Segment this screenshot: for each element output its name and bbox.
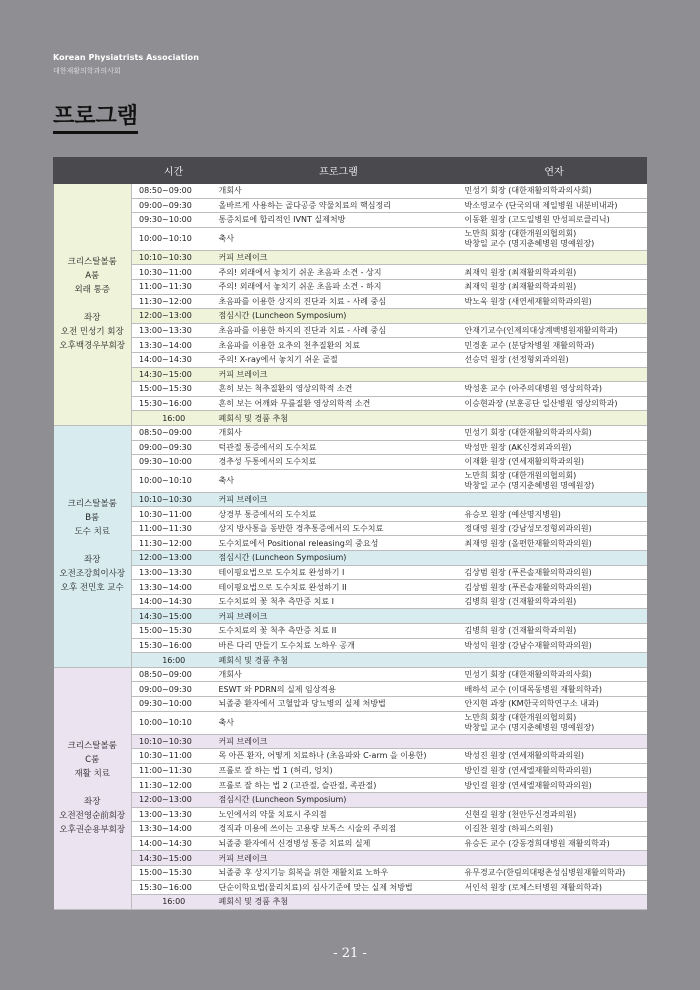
- table-row: [54, 807, 647, 822]
- speaker-name: 이재환 원장 (연세재활의학과의원): [464, 457, 585, 467]
- program-cell: 경추성 두통에서의 도수치료: [216, 455, 462, 470]
- speaker-cell: [462, 734, 647, 749]
- time-cell: 14:30~15:00: [132, 367, 216, 382]
- program-cell: 단순이학요법(물리치료)의 심사기준에 맞는 실제 처방법: [216, 880, 462, 895]
- time-cell: 11:00~11:30: [132, 279, 216, 294]
- table-row: [54, 294, 647, 309]
- time-cell: 14:00~14:30: [132, 352, 216, 367]
- time-cell: 15:30~16:00: [132, 638, 216, 653]
- break-row: [54, 609, 647, 624]
- program-cell: 도수치료에서 Positional releasing의 중요성: [216, 536, 462, 551]
- speaker-cell: [462, 396, 647, 411]
- time-cell: 13:30~14:00: [132, 580, 216, 595]
- time-cell: 09:30~10:00: [132, 213, 216, 228]
- program-cell: 폐회식 및 경품 추첨: [216, 411, 462, 426]
- program-cell: 커피 브레이크: [216, 367, 462, 382]
- speaker-name: 박소영교수 (단국의대 제일병원 내분비내과): [464, 200, 618, 210]
- time-cell: 09:00~09:30: [132, 198, 216, 213]
- room-line: [57, 539, 129, 553]
- org-name-english: Korean Physiatrists Association: [53, 53, 200, 62]
- room-cell: [54, 425, 132, 667]
- speaker-name: 이길찬 원장 (하피스의원): [464, 824, 554, 834]
- program-cell: 뇌졸중 환자에서 고혈압과 당뇨병의 실제 처방법: [216, 697, 462, 712]
- table-row: [54, 536, 647, 551]
- speaker-cell: [462, 653, 647, 668]
- program-cell: 주의! 외래에서 놓치기 쉬운 초음파 소견 - 상지: [216, 265, 462, 280]
- program-cell: 턱관절 통증에서의 도수치료: [216, 440, 462, 455]
- room-line: 좌장: [84, 797, 101, 808]
- room-line: C룸: [85, 755, 100, 766]
- speaker-name: 안재기교수(인제의대상계백병원재활의학과): [464, 326, 618, 336]
- program-cell: 개회사: [216, 667, 462, 682]
- program-cell: 초음파를 이용한 하지의 진단과 치료 - 사례 중심: [216, 323, 462, 338]
- time-cell: 11:30~12:00: [132, 778, 216, 793]
- program-cell: 커피 브레이크: [216, 734, 462, 749]
- speaker-cell: [462, 749, 647, 764]
- time-cell: 10:00~10:10: [132, 711, 216, 734]
- speaker-cell: [462, 469, 647, 492]
- time-cell: 16:00: [132, 411, 216, 426]
- speaker-name: 박창일 교수 (명지춘혜병원 명예원장): [464, 238, 595, 248]
- time-cell: 09:30~10:00: [132, 697, 216, 712]
- table-row: [54, 682, 647, 697]
- speaker-name: 최재영 원장 (올편한재활의학과의원): [464, 538, 592, 548]
- speaker-name: 민경훈 교수 (분당차병원 재활의학과): [464, 340, 595, 350]
- time-cell: 13:00~13:30: [132, 323, 216, 338]
- closing-row: [54, 895, 647, 910]
- time-cell: 10:00~10:10: [132, 469, 216, 492]
- program-cell: 도수치료의 꽃 척추 측만증 치료 I: [216, 594, 462, 609]
- speaker-cell: [462, 822, 647, 837]
- speaker-cell: [462, 309, 647, 324]
- room-line: A룸: [85, 271, 100, 282]
- table-row: [54, 880, 647, 895]
- speaker-cell: [462, 711, 647, 734]
- speaker-name: 김상범 원장 (푸른솔재활의학과의원): [464, 582, 592, 592]
- time-cell: 16:00: [132, 653, 216, 668]
- time-cell: 13:30~14:00: [132, 822, 216, 837]
- speaker-cell: [462, 198, 647, 213]
- speaker-cell: [462, 565, 647, 580]
- speaker-cell: [462, 865, 647, 880]
- speaker-cell: [462, 507, 647, 522]
- speaker-name: 유무경교수(한림의대평촌성심병원재활의학과): [464, 868, 626, 878]
- room-line: 오전전영순前회장: [59, 811, 126, 822]
- speaker-cell: [462, 455, 647, 470]
- program-cell: 폐회식 및 경품 추첨: [216, 895, 462, 910]
- table-row: [54, 338, 647, 353]
- time-cell: 13:00~13:30: [132, 565, 216, 580]
- speaker-cell: [462, 580, 647, 595]
- table-row: [54, 580, 647, 595]
- speaker-name: 노만희 회장 (대한개원의협의회): [464, 228, 577, 238]
- table-row: [54, 836, 647, 851]
- table-row: [54, 213, 647, 228]
- speaker-name: 신현길 원장 (천안두신경과의원): [464, 809, 577, 819]
- break-row: [54, 851, 647, 866]
- speaker-name: 방인걸 원장 (연세엘재활의학과의원): [464, 766, 592, 776]
- page-number: - 21 -: [333, 946, 367, 961]
- program-cell: 흔히 보는 척추질환의 영상의학적 소견: [216, 382, 462, 397]
- speaker-name: 김상범 원장 (푸른솔재활의학과의원): [464, 567, 592, 577]
- speaker-cell: [462, 294, 647, 309]
- speaker-name: 정대영 원장 (강남성모정형외과의원): [464, 524, 592, 534]
- speaker-cell: [462, 609, 647, 624]
- table-row: [54, 184, 647, 199]
- table-row: [54, 638, 647, 653]
- org-name-korean: 대한재활의학과의사회: [53, 67, 121, 75]
- program-cell: 축사: [216, 227, 462, 250]
- table-row: [54, 594, 647, 609]
- speaker-cell: [462, 279, 647, 294]
- room-line: 크리스탈볼룸: [67, 257, 117, 268]
- page-title: 프로그램: [53, 104, 138, 134]
- table-row: [54, 749, 647, 764]
- speaker-name: 배하석 교수 (이대목동병원 재활의학과): [464, 684, 603, 694]
- table-row: [54, 697, 647, 712]
- program-cell: 올바르게 사용하는 골다공증 약물치료의 핵심정리: [216, 198, 462, 213]
- break-row: [54, 551, 647, 566]
- time-cell: 10:30~11:00: [132, 749, 216, 764]
- speaker-cell: [462, 213, 647, 228]
- program-cell: 개회사: [216, 184, 462, 199]
- program-cell: 목 아픈 환자, 어떻게 치료하나 (초음파와 C-arm 을 이용한): [216, 749, 462, 764]
- speaker-cell: [462, 763, 647, 778]
- time-cell: 11:00~11:30: [132, 763, 216, 778]
- program-cell: 도수치료의 꽃 척추 측만증 치료 II: [216, 624, 462, 639]
- speaker-name: 안지현 과장 (KM한국의학연구소 내과): [464, 699, 599, 709]
- room-line: 오후 전민호 교수: [60, 583, 124, 594]
- table-row: [54, 227, 647, 250]
- room-cell: [54, 667, 132, 909]
- time-cell: 11:30~12:00: [132, 536, 216, 551]
- table-row: [54, 265, 647, 280]
- time-cell: 08:50~09:00: [132, 425, 216, 440]
- time-cell: 08:50~09:00: [132, 667, 216, 682]
- room-cell: [54, 184, 132, 426]
- time-cell: 15:00~15:30: [132, 624, 216, 639]
- speaker-cell: [462, 880, 647, 895]
- speaker-cell: [462, 682, 647, 697]
- speaker-cell: [462, 807, 647, 822]
- time-cell: 11:00~11:30: [132, 521, 216, 536]
- speaker-cell: [462, 250, 647, 265]
- program-cell: 흔히 보는 어깨와 무릎질환 영상의학적 소견: [216, 396, 462, 411]
- program-table-body: [54, 184, 647, 910]
- table-row: [54, 469, 647, 492]
- speaker-name: 노만희 회장 (대한개원의협의회): [464, 712, 577, 722]
- program-cell: 축사: [216, 711, 462, 734]
- program-table-container: [53, 157, 646, 910]
- time-cell: 12:00~13:00: [132, 792, 216, 807]
- speaker-cell: [462, 792, 647, 807]
- time-cell: 14:00~14:30: [132, 836, 216, 851]
- table-row: [54, 778, 647, 793]
- header-speaker: 연자: [462, 158, 647, 184]
- speaker-name: 이동환 원장 (고도일병원 만성피로클리닉): [464, 215, 610, 225]
- speaker-cell: [462, 367, 647, 382]
- room-line: 오전조강희이사장: [59, 569, 126, 580]
- speaker-cell: [462, 440, 647, 455]
- program-cell: 점심시간 (Luncheon Symposium): [216, 309, 462, 324]
- time-cell: 12:00~13:00: [132, 551, 216, 566]
- room-line: [57, 781, 129, 795]
- time-cell: 10:10~10:30: [132, 250, 216, 265]
- speaker-cell: [462, 352, 647, 367]
- program-cell: 주의! X-ray에서 놓치기 쉬운 골절: [216, 352, 462, 367]
- room-line: 오후권순용부회장: [59, 825, 126, 836]
- speaker-cell: [462, 697, 647, 712]
- speaker-name: 박성진 원장 (연세재활의학과의원): [464, 751, 585, 761]
- speaker-name: 노만희 회장 (대한개원의협의회): [464, 470, 577, 480]
- program-cell: 커피 브레이크: [216, 250, 462, 265]
- time-cell: 09:30~10:00: [132, 455, 216, 470]
- program-cell: 뇌졸중 환자에서 신경병성 통증 치료의 실제: [216, 836, 462, 851]
- speaker-name: 선승덕 원장 (선정형외과의원): [464, 355, 569, 365]
- break-row: [54, 492, 647, 507]
- room-line: 좌장: [84, 313, 101, 324]
- speaker-name: 서인석 원장 (로체스터병원 재활의학과): [464, 882, 603, 892]
- speaker-name: 박창일 교수 (명지춘혜병원 명예원장): [464, 722, 595, 732]
- table-row: [54, 865, 647, 880]
- speaker-cell: [462, 227, 647, 250]
- program-cell: 뇌졸중 후 상지기능 회복을 위한 재활치료 노하우: [216, 865, 462, 880]
- table-row: [54, 198, 647, 213]
- speaker-cell: [462, 895, 647, 910]
- room-line: 크리스탈볼룸: [67, 741, 117, 752]
- time-cell: 13:00~13:30: [132, 807, 216, 822]
- table-row: [54, 382, 647, 397]
- time-cell: 08:50~09:00: [132, 184, 216, 199]
- speaker-name: 박창일 교수 (명지춘혜병원 명예원장): [464, 480, 595, 490]
- speaker-cell: [462, 521, 647, 536]
- speaker-cell: [462, 492, 647, 507]
- program-cell: 축사: [216, 469, 462, 492]
- program-cell: 초음파를 이용한 상지의 진단과 치료 - 사례 중심: [216, 294, 462, 309]
- room-line: 재활 치료: [74, 769, 111, 780]
- speaker-name: 민성기 회장 (대한재활의학과의사회): [464, 186, 592, 196]
- speaker-cell: [462, 778, 647, 793]
- speaker-name: 박노욱 원장 (새연세재활의학과의원): [464, 296, 592, 306]
- program-cell: 바른 다리 만들기 도수치료 노하우 공개: [216, 638, 462, 653]
- table-row: [54, 279, 647, 294]
- break-row: [54, 367, 647, 382]
- speaker-cell: [462, 594, 647, 609]
- speaker-cell: [462, 624, 647, 639]
- speaker-name: 박성만 원장 (AK신경외과의원): [464, 442, 572, 452]
- table-row: [54, 521, 647, 536]
- room-line: [57, 297, 129, 311]
- room-line: B룸: [85, 513, 100, 524]
- time-cell: 10:30~11:00: [132, 507, 216, 522]
- time-cell: 16:00: [132, 895, 216, 910]
- speaker-cell: [462, 836, 647, 851]
- time-cell: 15:30~16:00: [132, 396, 216, 411]
- speaker-name: 유승모 원장 (예산명지병원): [464, 509, 561, 519]
- time-cell: 10:00~10:10: [132, 227, 216, 250]
- program-cell: ESWT 와 PDRN의 실제 임상적용: [216, 682, 462, 697]
- room-line: 외래 통증: [74, 285, 111, 296]
- header-time: 시간: [132, 158, 216, 184]
- speaker-cell: [462, 382, 647, 397]
- table-row: [54, 507, 647, 522]
- speaker-cell: [462, 551, 647, 566]
- program-cell: 점심시간 (Luncheon Symposium): [216, 792, 462, 807]
- time-cell: 13:30~14:00: [132, 338, 216, 353]
- program-cell: 테이핑요법으로 도수치료 완성하기 II: [216, 580, 462, 595]
- program-cell: 주의! 외래에서 놓치기 쉬운 초음파 소견 - 하지: [216, 279, 462, 294]
- program-cell: 경직과 미용에 쓰이는 고용량 보톡스 시술의 주의점: [216, 822, 462, 837]
- speaker-cell: [462, 667, 647, 682]
- room-line: 도수 치료: [74, 527, 111, 538]
- table-row: [54, 822, 647, 837]
- speaker-name: 최재익 원장 (최재활의학과의원): [464, 267, 577, 277]
- table-row: [54, 624, 647, 639]
- speaker-name: 박성익 원장 (강남수재활의학과의원): [464, 640, 592, 650]
- time-cell: 09:00~09:30: [132, 682, 216, 697]
- speaker-cell: [462, 536, 647, 551]
- room-line: 크리스탈볼룸: [67, 499, 117, 510]
- program-cell: 커피 브레이크: [216, 851, 462, 866]
- time-cell: 11:30~12:00: [132, 294, 216, 309]
- table-row: [54, 763, 647, 778]
- time-cell: 15:00~15:30: [132, 382, 216, 397]
- time-cell: 15:30~16:00: [132, 880, 216, 895]
- program-cell: 개회사: [216, 425, 462, 440]
- time-cell: 09:00~09:30: [132, 440, 216, 455]
- table-row: [54, 711, 647, 734]
- room-line: 좌장: [84, 555, 101, 566]
- table-row: [54, 455, 647, 470]
- program-cell: 노인에서의 약물 치료시 주의점: [216, 807, 462, 822]
- speaker-cell: [462, 851, 647, 866]
- time-cell: 14:00~14:30: [132, 594, 216, 609]
- time-cell: 15:00~15:30: [132, 865, 216, 880]
- program-cell: 프롤로 잘 하는 법 2 (고관절, 슬관절, 족관절): [216, 778, 462, 793]
- program-cell: 커피 브레이크: [216, 492, 462, 507]
- program-table: [53, 157, 647, 910]
- program-cell: 상지 방사통을 동반한 경추통증에서의 도수치료: [216, 521, 462, 536]
- speaker-cell: [462, 411, 647, 426]
- time-cell: 10:10~10:30: [132, 734, 216, 749]
- table-row: [54, 352, 647, 367]
- table-row: [54, 667, 647, 682]
- break-row: [54, 309, 647, 324]
- speaker-name: 이승현과장 (보훈공단 일산병원 영상의학과): [464, 399, 618, 409]
- speaker-name: 김병희 원장 (건재활의학과의원): [464, 597, 577, 607]
- speaker-cell: [462, 323, 647, 338]
- program-cell: 초음파를 이용한 요추의 천추질환의 치료: [216, 338, 462, 353]
- time-cell: 14:30~15:00: [132, 609, 216, 624]
- break-row: [54, 250, 647, 265]
- speaker-name: 유승돈 교수 (강동경희대병원 재활의학과): [464, 839, 610, 849]
- program-cell: 폐회식 및 경품 추첨: [216, 653, 462, 668]
- room-line: 오전 민성기 회장: [60, 327, 124, 338]
- program-cell: 프롤로 잘 하는 법 1 (허리, 엉치): [216, 763, 462, 778]
- speaker-name: 방인걸 원장 (연세엘재활의학과의원): [464, 780, 592, 790]
- time-cell: 12:00~13:00: [132, 309, 216, 324]
- speaker-name: 민성기 회장 (대한재활의학과의사회): [464, 670, 592, 680]
- speaker-name: 최재익 원장 (최재활의학과의원): [464, 282, 577, 292]
- speaker-cell: [462, 184, 647, 199]
- program-cell: 테이핑요법으로 도수치료 완성하기 I: [216, 565, 462, 580]
- program-cell: 점심시간 (Luncheon Symposium): [216, 551, 462, 566]
- speaker-name: 김병희 원장 (건재활의학과의원): [464, 626, 577, 636]
- speaker-name: 민성기 회장 (대한재활의학과의사회): [464, 428, 592, 438]
- speaker-cell: [462, 338, 647, 353]
- speaker-cell: [462, 638, 647, 653]
- speaker-cell: [462, 425, 647, 440]
- header-program: 프로그램: [216, 158, 462, 184]
- break-row: [54, 734, 647, 749]
- closing-row: [54, 411, 647, 426]
- speaker-name: 박성훈 교수 (아주의대병원 영상의학과): [464, 384, 603, 394]
- program-cell: 상경부 통증에서의 도수치료: [216, 507, 462, 522]
- program-cell: 커피 브레이크: [216, 609, 462, 624]
- break-row: [54, 792, 647, 807]
- closing-row: [54, 653, 647, 668]
- program-cell: 통증치료에 합리적인 IVNT 실제처방: [216, 213, 462, 228]
- table-row: [54, 440, 647, 455]
- time-cell: 10:30~11:00: [132, 265, 216, 280]
- table-header-row: [54, 158, 647, 184]
- table-row: [54, 396, 647, 411]
- speaker-cell: [462, 265, 647, 280]
- table-row: [54, 565, 647, 580]
- header-room: [54, 158, 132, 184]
- table-row: [54, 323, 647, 338]
- time-cell: 10:10~10:30: [132, 492, 216, 507]
- time-cell: 14:30~15:00: [132, 851, 216, 866]
- room-line: 오후백경우부회장: [59, 341, 126, 352]
- table-row: [54, 425, 647, 440]
